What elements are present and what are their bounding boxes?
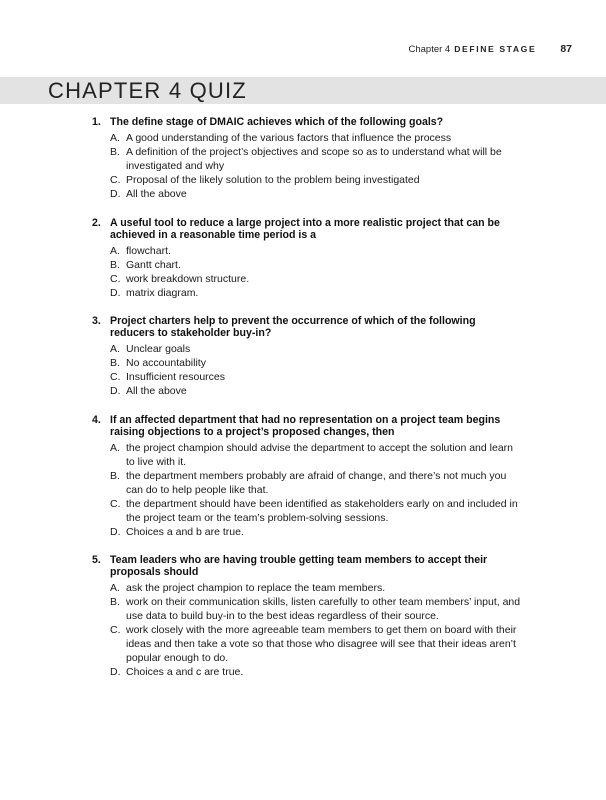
answer-option xyxy=(110,258,522,272)
question-text: Team leaders who are having trouble getting team members to accept their proposals should xyxy=(110,554,488,578)
option-letter: B. xyxy=(110,596,120,608)
question-stem xyxy=(92,116,522,128)
option-text: the project champion should advise the department to accept the solution and learn to live with it. xyxy=(126,441,513,468)
option-text: No accountability xyxy=(126,357,206,369)
answer-option xyxy=(110,342,522,356)
answer-option xyxy=(110,187,522,201)
quiz-question xyxy=(92,315,522,398)
option-text: All the above xyxy=(126,385,187,397)
question-text: If an affected department that had no representation on a project team begins raising objections to a project’s proposed changes, then xyxy=(110,413,501,438)
option-text: work closely with the more agreeable team members to get them on board with their ideas and then take a vote so that those who disagree will see that their ideas aren’t popular enough to do. xyxy=(126,624,517,664)
option-text: flowchart. xyxy=(126,244,171,257)
option-letter: D. xyxy=(110,525,121,538)
option-text: A good understanding of the various factors that influence the process xyxy=(126,132,452,144)
answer-option xyxy=(110,384,522,398)
question-number: 2. xyxy=(92,216,101,229)
option-text: work breakdown structure. xyxy=(126,272,250,285)
quiz-question xyxy=(92,414,522,539)
quiz-question xyxy=(92,116,522,201)
question-stem xyxy=(92,414,522,438)
option-text: ask the project champion to replace the team members. xyxy=(126,582,386,594)
quiz-question xyxy=(92,554,522,679)
page-number: 87 xyxy=(560,43,572,55)
option-letter: D. xyxy=(110,286,121,299)
answer-options xyxy=(110,342,522,398)
option-letter: B. xyxy=(110,258,120,271)
option-letter: B. xyxy=(110,357,120,369)
answer-options xyxy=(110,441,522,539)
question-text: The define stage of DMAIC achieves which of the following goals? xyxy=(110,116,444,128)
page-title: CHAPTER 4 QUIZ xyxy=(48,78,247,103)
option-letter: C. xyxy=(110,497,121,510)
option-text: A definition of the project’s objectives and scope so as to understand what will be investigated and why xyxy=(126,146,502,172)
answer-option xyxy=(110,131,522,145)
answer-options xyxy=(110,581,522,679)
question-text: Project charters help to prevent the occurrence of which of the following reducers to stakeholder buy-in? xyxy=(110,315,476,339)
answer-option xyxy=(110,370,522,384)
quiz-questions xyxy=(92,116,522,695)
answer-option xyxy=(110,469,522,497)
option-text: Insufficient resources xyxy=(126,371,226,383)
option-text: the department members probably are afraid of change, and there’s not much you can do to help people like that. xyxy=(126,469,507,496)
answer-options xyxy=(110,131,522,201)
option-text: the department should have been identified as stakeholders early on and included in the project team or the team’s problem-solving sessions. xyxy=(126,497,518,524)
answer-option xyxy=(110,441,522,469)
quiz-question xyxy=(92,217,522,300)
answer-option xyxy=(110,665,522,679)
option-letter: C. xyxy=(110,174,121,186)
option-letter: D. xyxy=(110,666,121,678)
question-number: 3. xyxy=(92,315,101,327)
option-letter: A. xyxy=(110,582,120,594)
option-text: All the above xyxy=(126,188,187,200)
option-text: Gantt chart. xyxy=(126,258,181,271)
answer-option xyxy=(110,623,522,665)
question-text: A useful tool to reduce a large project into a more realistic project that can be achieved in a reasonable time period is a xyxy=(110,216,500,241)
option-letter: C. xyxy=(110,624,121,636)
option-letter: B. xyxy=(110,146,120,158)
question-number: 1. xyxy=(92,116,101,128)
question-stem xyxy=(92,554,522,578)
answer-option xyxy=(110,272,522,286)
answer-option xyxy=(110,581,522,595)
running-head xyxy=(409,43,573,55)
question-number: 5. xyxy=(92,554,101,566)
answer-option xyxy=(110,244,522,258)
answer-option xyxy=(110,595,522,623)
option-letter: A. xyxy=(110,441,120,454)
running-head-section: DEFINE STAGE xyxy=(454,44,537,54)
option-letter: C. xyxy=(110,272,121,285)
question-stem xyxy=(92,217,522,241)
answer-option xyxy=(110,497,522,525)
option-text: Choices a and b are true. xyxy=(126,525,244,538)
option-letter: A. xyxy=(110,132,120,144)
option-text: Unclear goals xyxy=(126,343,191,355)
answer-option xyxy=(110,525,522,539)
question-number: 4. xyxy=(92,413,101,426)
answer-option xyxy=(110,356,522,370)
option-letter: A. xyxy=(110,244,120,257)
option-letter: D. xyxy=(110,385,121,397)
option-letter: C. xyxy=(110,371,121,383)
option-letter: A. xyxy=(110,343,120,355)
title-band xyxy=(0,77,606,104)
option-letter: D. xyxy=(110,188,121,200)
question-stem xyxy=(92,315,522,339)
option-text: work on their communication skills, listen carefully to other team members’ input, and use data to build buy-in to the best ideas regardless of their source. xyxy=(126,596,521,622)
option-text: Proposal of the likely solution to the problem being investigated xyxy=(126,174,420,186)
answer-options xyxy=(110,244,522,300)
answer-option xyxy=(110,173,522,187)
option-letter: B. xyxy=(110,469,120,482)
answer-option xyxy=(110,286,522,300)
option-text: matrix diagram. xyxy=(126,286,199,299)
option-text: Choices a and c are true. xyxy=(126,666,244,678)
answer-option xyxy=(110,145,522,173)
running-head-chapter: Chapter 4 xyxy=(408,44,451,55)
